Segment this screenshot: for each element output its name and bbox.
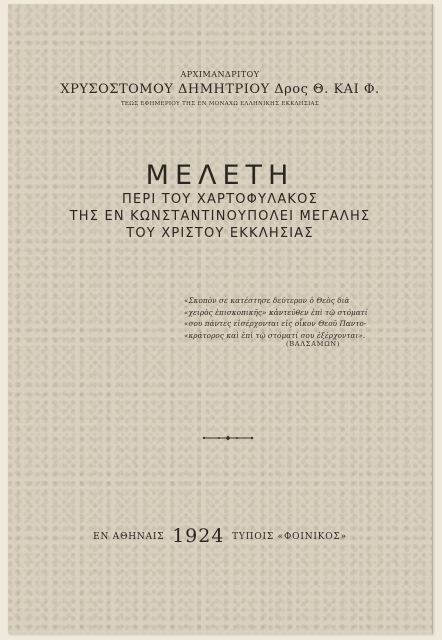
subtitle-line: ΤΗΣ ΕΝ ΚΩΝΣΤΑΝΤΙΝΟΥΠΟΛΕΙ ΜΕΓΑΛΗΣ [69, 209, 371, 224]
subtitle-line: ΠΕΡΙ ΤΟΥ ΧΑΡΤΟΦΥΛΑΚΟΣ [122, 192, 318, 207]
ornament-divider-icon [202, 435, 254, 441]
epigraph-line: «σου πάντες εἰσέρχονται εἰς οἶκον Θεοῦ Παντο- [184, 319, 367, 328]
imprint-year: 1924 [172, 525, 225, 547]
imprint [8, 525, 432, 547]
subtitle-line: ΤΟΥ ΧΡΙΣΤΟΥ ΕΚΚΛΗΣΙΑΣ [126, 226, 314, 241]
epigraph [184, 295, 384, 341]
author-rank: ΑΡΧΙΜΑΝΔΡΙΤΟΥ [180, 70, 260, 79]
imprint-printer: ΤΥΠΟΙΣ «ΦΟΙΝΙΚΟΣ» [232, 532, 347, 542]
epigraph-line: «Σκοπὸν σε κατέστησε δεύτερον ὁ Θεὸς διὰ [184, 296, 350, 305]
epigraph-line: «χειρὸς ἐπισκοπικῆς» κἀντεῦθεν ἐπὶ τῷ στόματί [184, 307, 368, 317]
author-position: ΤΕΩΣ ΕΦΗΜΕΡΙΟΥ ΤΗΣ ΕΝ ΜΟΝΑΧΩ ΕΛΛΗΝΙΚΗΣ ΕΚΚΛΗΣΙΑΣ [120, 101, 320, 107]
epigraph-source: (ΒΑΛΣΑΜΩΝ) [286, 340, 341, 348]
book-cover [8, 4, 433, 634]
page-title: ΜΕΛΕΤΗ [145, 160, 295, 191]
imprint-place: ΕΝ ΑΘΗΝΑΙΣ [93, 532, 165, 542]
epigraph-line: «κράτορος καὶ ἐπὶ τῷ στόματί σου ἐξέρχονται». [184, 330, 366, 340]
author-name: ΧΡΥΣΟΣΤΟΜΟΥ ΔΗΜΗΤΡΙΟΥ Δρος Θ. ΚΑΙ Φ. [60, 82, 380, 97]
